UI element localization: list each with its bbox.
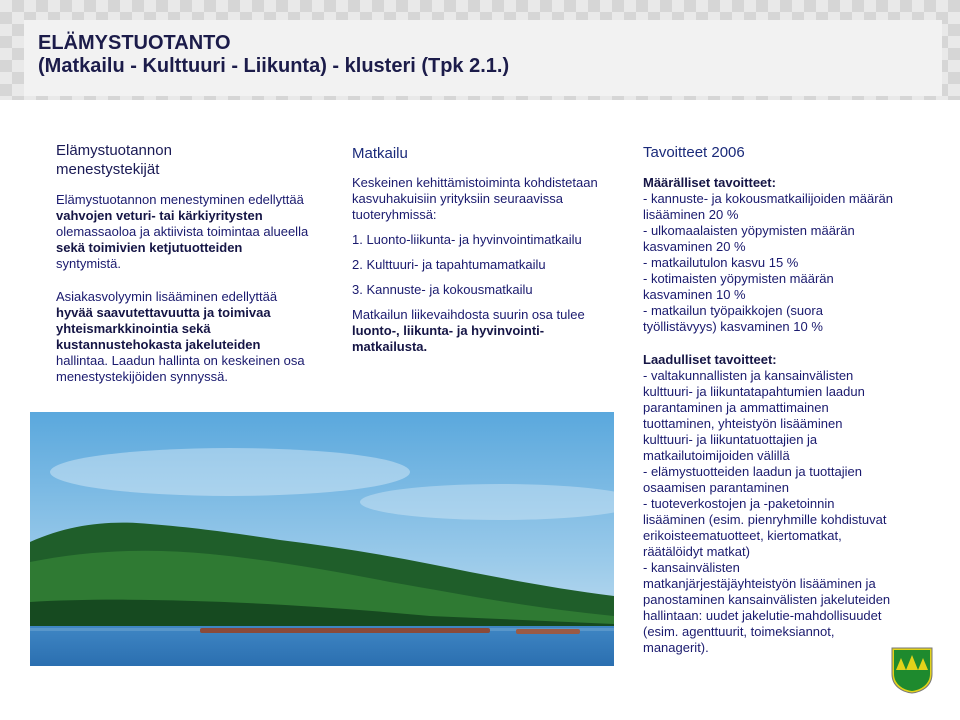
text-line: Matkailun liikevaihdosta suurin osa tulee (352, 307, 585, 322)
tourism-closing (352, 307, 622, 355)
qualitative-goal-line: panostaminen kansainvälisten jakeluteiden (643, 592, 891, 607)
lake-forest-photo (30, 412, 614, 666)
qualitative-goal-line: räätälöidyt matkat) (643, 544, 750, 559)
text-line: tuoteryhmissä: (352, 207, 437, 222)
text-line: hyvää saavutettavuutta ja toimivaa (56, 305, 271, 320)
quantitative-goal-line: - matkailun työpaikkojen (suora (643, 303, 823, 318)
text-line: Keskeinen kehittämistoiminta kohdistetaan (352, 175, 598, 190)
text-line: syntymistä. (56, 256, 122, 271)
success-factors-column (56, 141, 324, 385)
text-line: olemassaoloa ja aktiivista toimintaa alueella (56, 224, 309, 239)
qualitative-goals-heading: Laadulliset tavoitteet: (643, 352, 777, 367)
qualitative-goal-line: lisääminen (esim. pienryhmille kohdistuvat (643, 512, 887, 527)
goals-column (643, 143, 913, 656)
tourism-item-2: 2. Kulttuuri- ja tapahtumamatkailu (352, 257, 546, 272)
text-line: hallintaa. Laadun hallinta on keskeinen osa (56, 353, 305, 368)
quantitative-goal-line: kasvaminen 20 % (643, 239, 746, 254)
quantitative-goals-list (643, 191, 913, 335)
qualitative-goal-line: - kansainvälisten (643, 560, 740, 575)
qualitative-goal-line: tuottaminen, yhteistyön lisääminen (643, 416, 843, 431)
title-line-1: ELÄMYSTUOTANTO (38, 32, 231, 54)
qualitative-goal-line: matkanjärjestäjäyhteistyön lisääminen ja (643, 576, 876, 591)
quantitative-goals-heading: Määrälliset tavoitteet: (643, 175, 776, 190)
qualitative-goal-line: kulttuuri- ja liikuntatuottajien ja (643, 432, 818, 447)
quantitative-goal-line: - kannuste- ja kokousmatkailijoiden määrän (643, 191, 894, 206)
quantitative-goal-line: kasvaminen 10 % (643, 287, 746, 302)
tourism-intro (352, 175, 622, 223)
goals-heading: Tavoitteet 2006 (643, 144, 745, 161)
text-line: sekä toimivien ketjutuotteiden (56, 240, 243, 255)
text-line: kustannustehokasta jakeluteiden (56, 337, 261, 352)
tourism-item-1: 1. Luonto-liikunta- ja hyvinvointimatkailu (352, 232, 582, 247)
text-line: Elämystuotannon menestyminen edellyttää (56, 192, 304, 207)
qualitative-goal-line: matkailutoimijoiden välillä (643, 448, 790, 463)
qualitative-goal-line: - valtakunnallisten ja kansainvälisten (643, 368, 854, 383)
quantitative-goal-line: - matkailutulon kasvu 15 % (643, 255, 799, 270)
text-line: matkailusta. (352, 339, 428, 354)
title-line-2: (Matkailu - Kulttuuri - Liikunta) - klusteri (Tpk 2.1.) (38, 55, 510, 77)
coat-of-arms-logo (890, 646, 934, 694)
success-factors-paragraph-1 (56, 192, 324, 272)
page-title (38, 32, 509, 78)
quantitative-goal-line: lisääminen 20 % (643, 207, 739, 222)
tourism-heading: Matkailu (352, 145, 408, 162)
qualitative-goals-list (643, 368, 913, 656)
quantitative-goal-line: - ulkomaalaisten yöpymisten määrän (643, 223, 855, 238)
qualitative-goal-line: managerit). (643, 640, 709, 655)
success-factors-heading: Elämystuotannon menestystekijät (56, 142, 172, 178)
text-line: yhteismarkkinointia sekä (56, 321, 211, 336)
qualitative-goal-line: hallintaan: uudet jakelutie-mahdollisuudet (643, 608, 882, 623)
text-line: Asiakasvolyymin lisääminen edellyttää (56, 289, 278, 304)
text-line: kasvuhakuisiin yrityksiin seuraavissa (352, 191, 563, 206)
text-line: menestystekijöiden synnyssä. (56, 369, 228, 384)
qualitative-goal-line: osaamisen parantaminen (643, 480, 789, 495)
qualitative-goal-line: parantaminen ja ammattimainen (643, 400, 829, 415)
text-line: vahvojen veturi- tai kärkiyritysten (56, 208, 263, 223)
text-line: luonto-, liikunta- ja hyvinvointi- (352, 323, 545, 338)
qualitative-goal-line: - tuoteverkostojen ja -paketoinnin (643, 496, 835, 511)
quantitative-goal-line: työllistävyys) kasvaminen 10 % (643, 319, 823, 334)
tourism-column (352, 144, 622, 355)
tourism-item-3: 3. Kannuste- ja kokousmatkailu (352, 282, 533, 297)
qualitative-goal-line: kulttuuri- ja liikuntatapahtumien laadun (643, 384, 865, 399)
qualitative-goal-line: erikoisteematuotteet, kiertomatkat, (643, 528, 842, 543)
qualitative-goal-line: - elämystuotteiden laadun ja tuottajien (643, 464, 862, 479)
quantitative-goal-line: - kotimaisten yöpymisten määrän (643, 271, 834, 286)
success-factors-paragraph-2 (56, 289, 324, 385)
qualitative-goal-line: (esim. agenttuurit, toimeksiannot, (643, 624, 835, 639)
